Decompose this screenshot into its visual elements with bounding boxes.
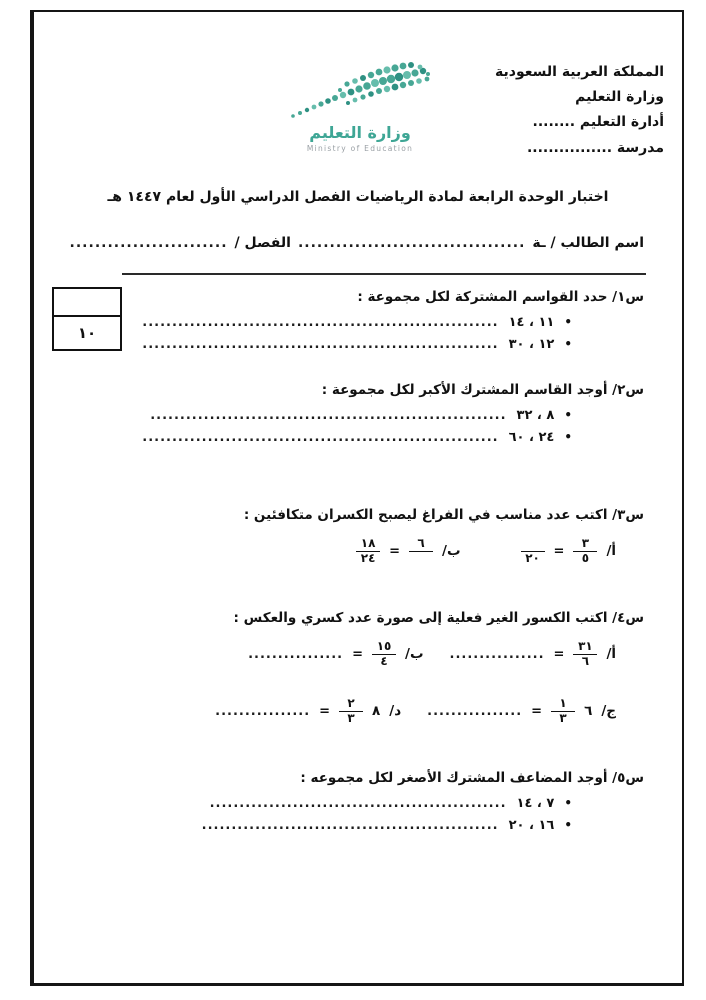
logo-dots-icon [285, 62, 435, 120]
list-item [52, 337, 572, 352]
conversion-b [248, 640, 423, 669]
fraction-numerator-blank [521, 537, 545, 552]
question-5-items [52, 796, 664, 833]
number-set: ٢٤ ، ٦٠ [508, 429, 555, 445]
item-label: د/ [389, 703, 402, 720]
whole-number: ٦ [584, 703, 593, 720]
equals-sign: = [319, 703, 331, 719]
fraction-denominator: ٥ [581, 550, 590, 565]
header [52, 60, 664, 161]
answer-blank: ................ [215, 703, 311, 719]
whole-number: ٨ [372, 703, 381, 720]
question-5 [52, 770, 664, 833]
question-4 [52, 610, 664, 726]
question-5-heading: س٥/ أوجد المضاعف المشترك الأصغر لكل مجموعه : [300, 769, 644, 786]
item-label: ج/ [601, 703, 616, 720]
header-text-block [495, 60, 664, 161]
number-set: ٨ ، ٣٢ [516, 407, 555, 423]
question-1-items [52, 315, 664, 352]
header-line-administration: أدارة التعليم ........ [532, 114, 664, 131]
fraction-numerator: ١ [551, 697, 575, 712]
conversion-d [215, 697, 401, 726]
fraction-numerator: ١٥ [372, 640, 396, 655]
exam-title: اختبار الوحدة الرابعة لمادة الرياضيات الفصل الدراسي الأول لعام ١٤٤٧ هـ [107, 188, 609, 205]
bullet-icon: • [564, 817, 572, 832]
conversion-a [450, 640, 616, 669]
fraction-numerator: ٦ [409, 537, 433, 552]
fraction-denominator: ٣ [559, 710, 567, 725]
fraction-denominator: ٤ [380, 653, 388, 668]
list-item [52, 315, 572, 330]
fraction-denominator-blank [409, 552, 433, 566]
equals-sign: = [352, 646, 364, 662]
equals-sign: = [553, 646, 565, 662]
list-item [52, 430, 572, 445]
item-label: أ/ [606, 543, 616, 560]
number-set: ١٦ ، ٢٠ [508, 817, 555, 833]
fraction-with-blank [521, 537, 545, 566]
bullet-icon: • [564, 314, 572, 329]
equals-sign: = [531, 703, 543, 719]
item-label: ب/ [405, 646, 424, 663]
number-set: ١٢ ، ٣٠ [508, 336, 555, 352]
bullet-icon: • [564, 795, 572, 810]
question-3-heading: س٣/ اكتب عدد مناسب في الفراغ ليصبح الكسران متكافئين : [243, 506, 644, 523]
fraction-denominator: ٢٤ [360, 550, 376, 565]
logo-wordmark: وزارة التعليم [309, 123, 411, 142]
list-item [52, 818, 572, 833]
question-2-heading: س٢/ أوجد القاسم المشترك الأكبر لكل مجموعة : [321, 381, 644, 398]
answer-blank: .................................................. [201, 817, 499, 833]
answer-blank: ................ [427, 703, 523, 719]
bullet-icon: • [564, 429, 572, 444]
question-2-items [52, 408, 664, 445]
fraction [573, 640, 597, 669]
answer-blank: ............................................................ [150, 407, 507, 423]
answer-blank: ............................................................ [142, 336, 499, 352]
header-line-kingdom: المملكة العربية السعودية [495, 64, 664, 80]
bullet-icon: • [564, 336, 572, 351]
list-item [52, 796, 572, 811]
header-line-school: مدرسة ................ [526, 139, 664, 156]
question-1 [52, 289, 664, 352]
exam-body [52, 275, 664, 833]
student-name-blank: .................................... [297, 234, 526, 251]
fraction-numerator: ٣١ [573, 640, 597, 655]
question-4-row-1 [52, 640, 664, 669]
equals-sign: = [553, 543, 565, 559]
question-3-items [52, 537, 664, 566]
question-2 [52, 382, 664, 445]
fraction [573, 537, 597, 566]
grade-box [52, 287, 122, 351]
question-4-heading: س٤/ اكتب الكسور الغير فعلية إلى صورة عدد كسري والعكس : [233, 609, 644, 626]
logo-subtitle: Ministry of Education [306, 144, 414, 153]
fraction-numerator: ٢ [339, 697, 363, 712]
student-info-line [52, 235, 664, 251]
grade-cell-score [54, 289, 120, 317]
conversion-c [427, 697, 616, 726]
list-item [52, 408, 572, 423]
fraction-with-blank [409, 537, 433, 566]
fraction-numerator: ١٨ [356, 537, 380, 552]
question-1-heading: س١/ حدد القواسم المشتركة لكل مجموعة : [357, 288, 644, 305]
answer-blank: ............................................................ [142, 314, 499, 330]
fraction [356, 537, 380, 566]
question-4-row-2 [52, 697, 664, 726]
page-border-frame [30, 10, 684, 986]
answer-blank: ................ [248, 646, 344, 662]
ministry-of-education-logo [279, 62, 441, 153]
question-3 [52, 507, 664, 566]
student-name-label: اسم الطالب / ـة [532, 234, 644, 251]
number-set: ١١ ، ١٤ [508, 314, 555, 330]
grade-cell-total: ١٠ [77, 323, 97, 342]
fraction-denominator: ٢٠ [525, 550, 540, 565]
answer-blank: ................ [449, 646, 545, 662]
fraction-denominator: ٣ [347, 710, 355, 725]
fraction [551, 697, 575, 726]
fraction [339, 697, 363, 726]
answer-blank: .................................................. [209, 795, 507, 811]
answer-blank: ............................................................ [142, 429, 499, 445]
number-set: ٧ ، ١٤ [516, 795, 555, 811]
fraction-denominator: ٦ [581, 653, 590, 668]
fraction-numerator: ٣ [573, 537, 597, 552]
item-label: ب/ [442, 543, 461, 560]
equation-b [356, 537, 460, 566]
class-blank: ......................... [69, 234, 228, 251]
class-label: الفصل / [234, 234, 291, 251]
equation-a [521, 537, 616, 566]
fraction [372, 640, 396, 669]
item-label: أ/ [606, 646, 616, 663]
bullet-icon: • [564, 407, 572, 422]
equals-sign: = [389, 543, 401, 559]
header-line-ministry: وزارة التعليم [575, 89, 664, 106]
